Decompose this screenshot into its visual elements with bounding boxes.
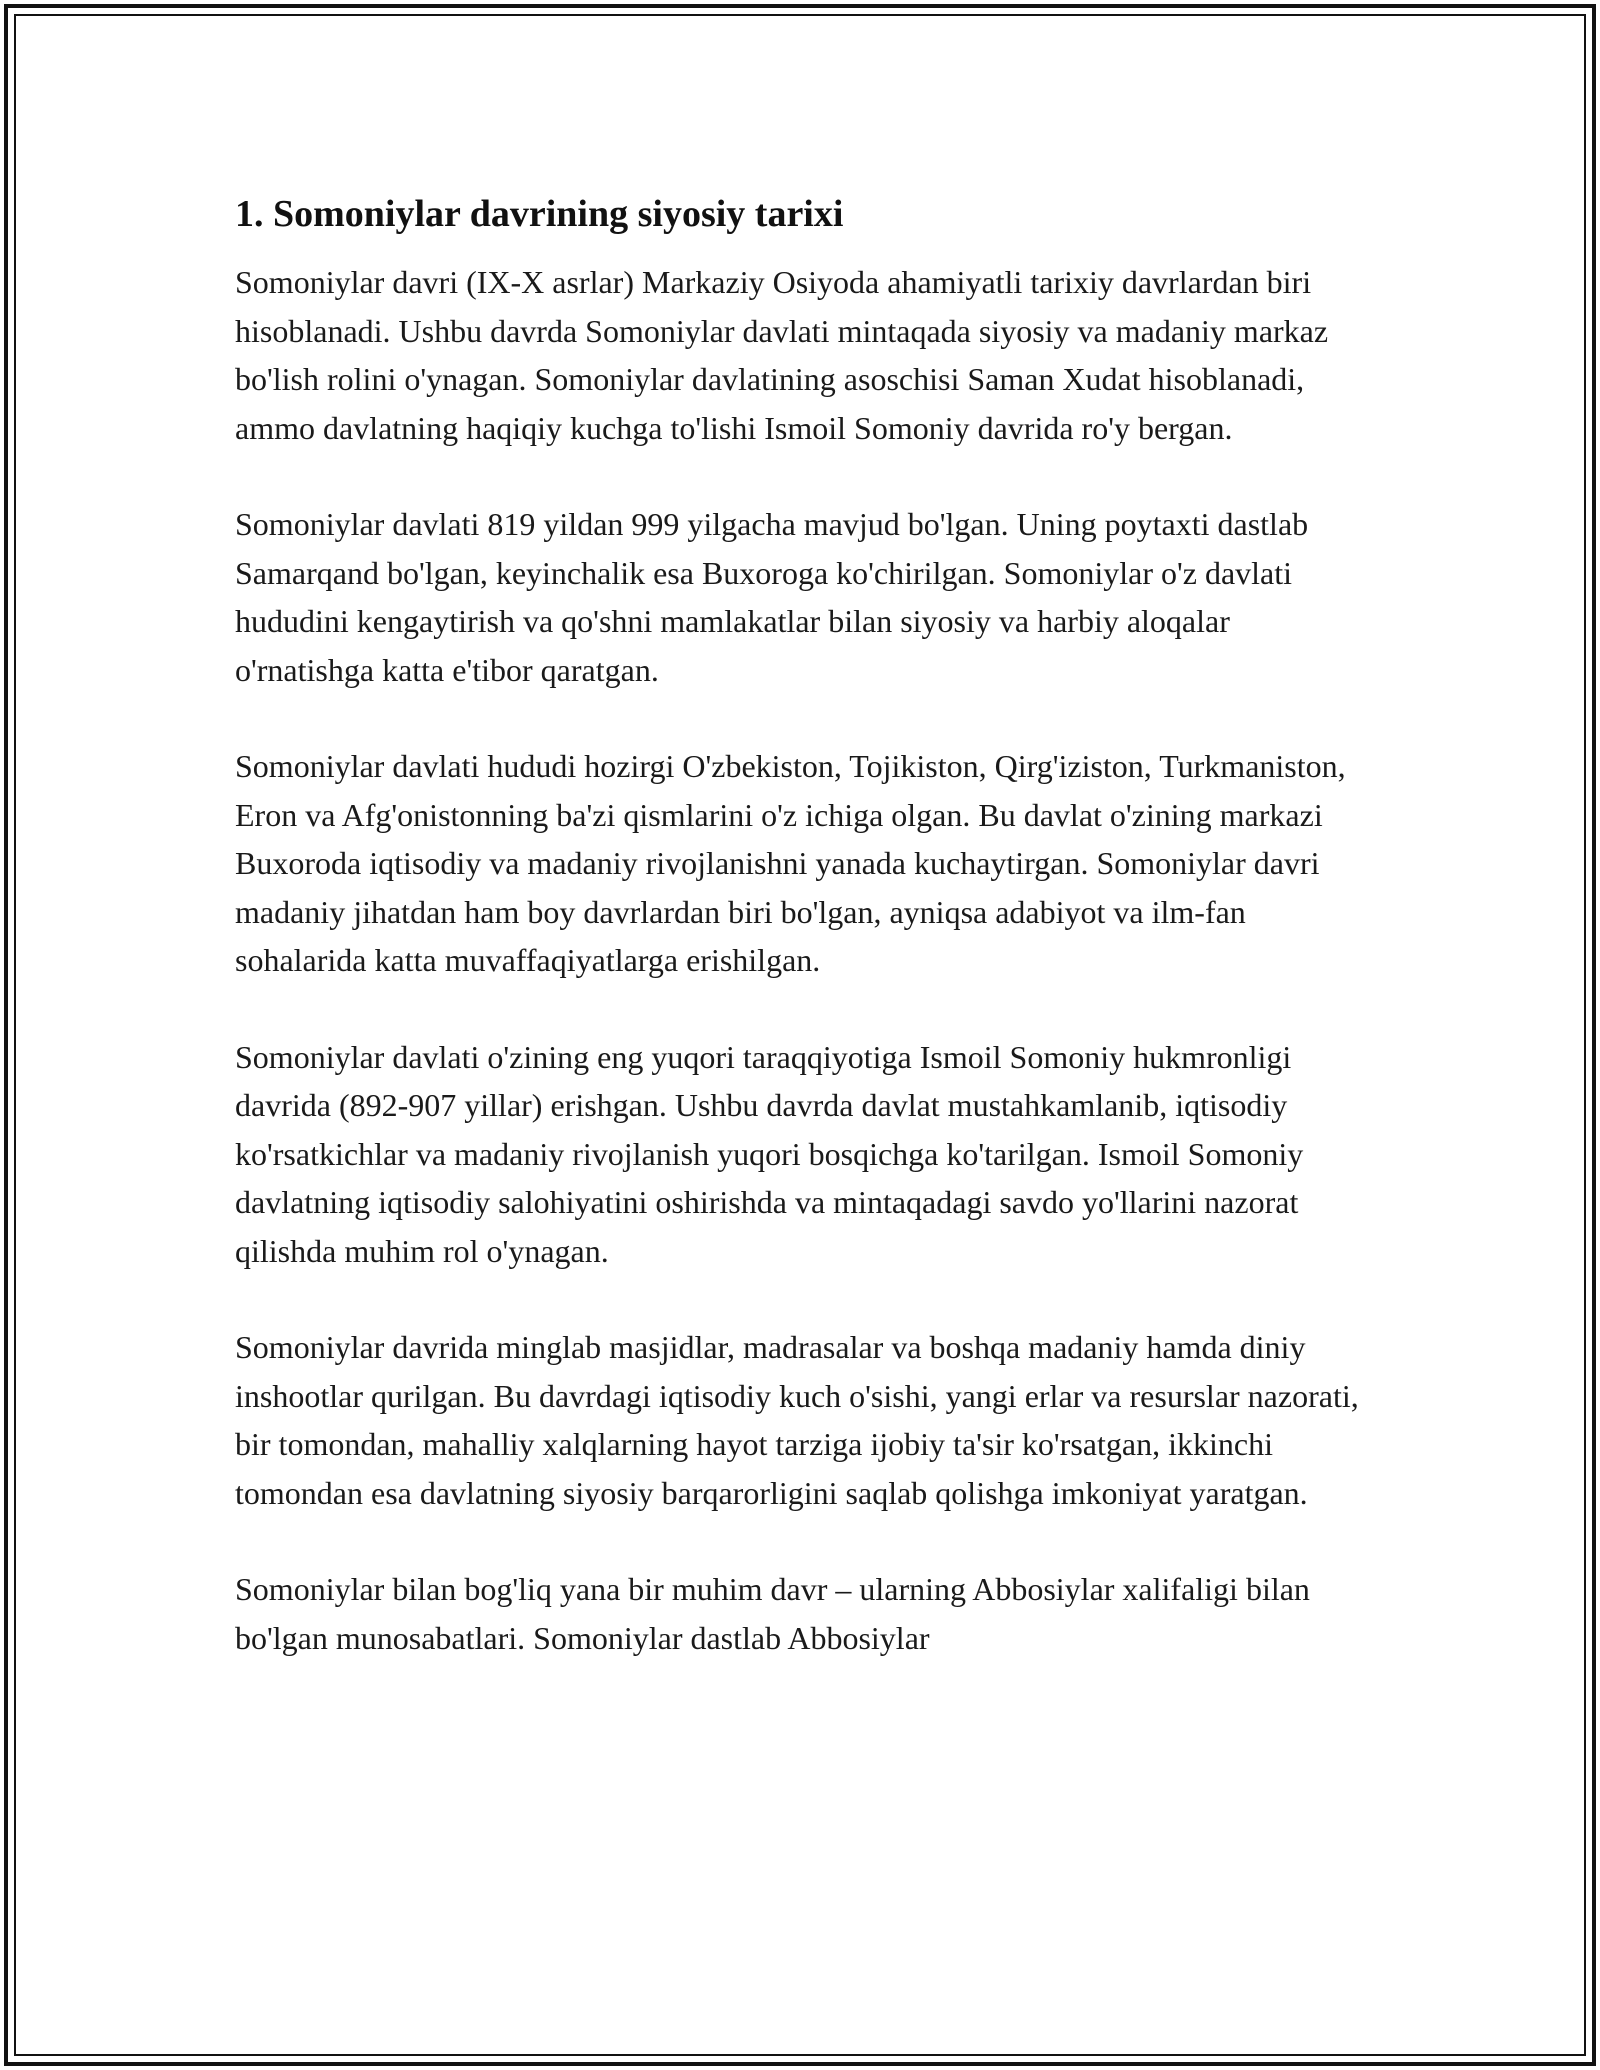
paragraph-4: Somoniylar davlati o'zining eng yuqori taraqqiyotiga Ismoil Somoniy hukmronligi davrida (892-907 yillar) erishgan. Ushbu davrda davlat mustahkamlanib, iqtisodiy ko'rsatkichlar va madaniy rivojlanish yuqori bosqichga ko'tarilgan. Ismoil Somoniy davlatning iqtisodiy salohiyatini oshirishda va mintaqadagi savdo yo'llarini nazorat qilishda muhim rol o'ynagan. xyxy=(235,1038,1304,1269)
paragraph-5: Somoniylar davrida minglab masjidlar, madrasalar va boshqa madaniy hamda diniy inshootlar qurilgan. Bu davrdagi iqtisodiy kuch o'sishi, yangi erlar va resurslar nazorati, bir tomondan, mahalliy xalqlarning hayot tarziga ijobiy ta'sir ko'rsatgan, ikkinchi tomondan esa davlatning siyosiy barqarorligini saqlab qolishga imkoniyat yaratgan. xyxy=(235,1329,1359,1511)
paragraph-6: Somoniylar bilan bog'liq yana bir muhim davr – ularning Abbosiylar xalifaligi bilan bo'lgan munosabatlari. Somoniylar dastlab Abbosiylar xyxy=(235,1571,1310,1656)
paragraph-2: Somoniylar davlati 819 yildan 999 yilgacha mavjud bo'lgan. Uning poytaxti dastlab Samarqand bo'lgan, keyinchalik esa Buxoroga ko'chirilgan. Somoniylar o'z davlati hududini kengaytirish va qo'shni mamlakatlar bilan siyosiy va harbiy aloqalar o'rnatishga katta e'tibor qaratgan. xyxy=(235,506,1309,688)
paragraph-1: Somoniylar davri (IX-X asrlar) Markaziy Osiyoda ahamiyatli tarixiy davrlardan biri hisoblanadi. Ushbu davrda Somoniylar davlati mintaqada siyosiy va madaniy markaz bo'lish rolini o'ynagan. Somoniylar davlatining asoschisi Saman Xudat hisoblanadi, ammo davlatning haqiqiy kuchga to'lishi Ismoil Somoniy davrida ro'y bergan. xyxy=(235,264,1329,446)
document-body xyxy=(235,190,1365,1710)
paragraph-3: Somoniylar davlati hududi hozirgi O'zbekiston, Tojikiston, Qirg'iziston, Turkmaniston, Eron va Afg'onistonning ba'zi qismlarini o'z ichiga olgan. Bu davlat o'zining markazi Buxoroda iqtisodiy va madaniy rivojlanishni yanada kuchaytirgan. Somoniylar davri madaniy jihatdan ham boy davrlardan biri bo'lgan, ayniqsa adabiyot va ilm-fan sohalarida katta muvaffaqiyatlarga erishilgan. xyxy=(235,748,1346,978)
section-heading: 1. Somoniylar davrining siyosiy tarixi xyxy=(235,193,844,235)
